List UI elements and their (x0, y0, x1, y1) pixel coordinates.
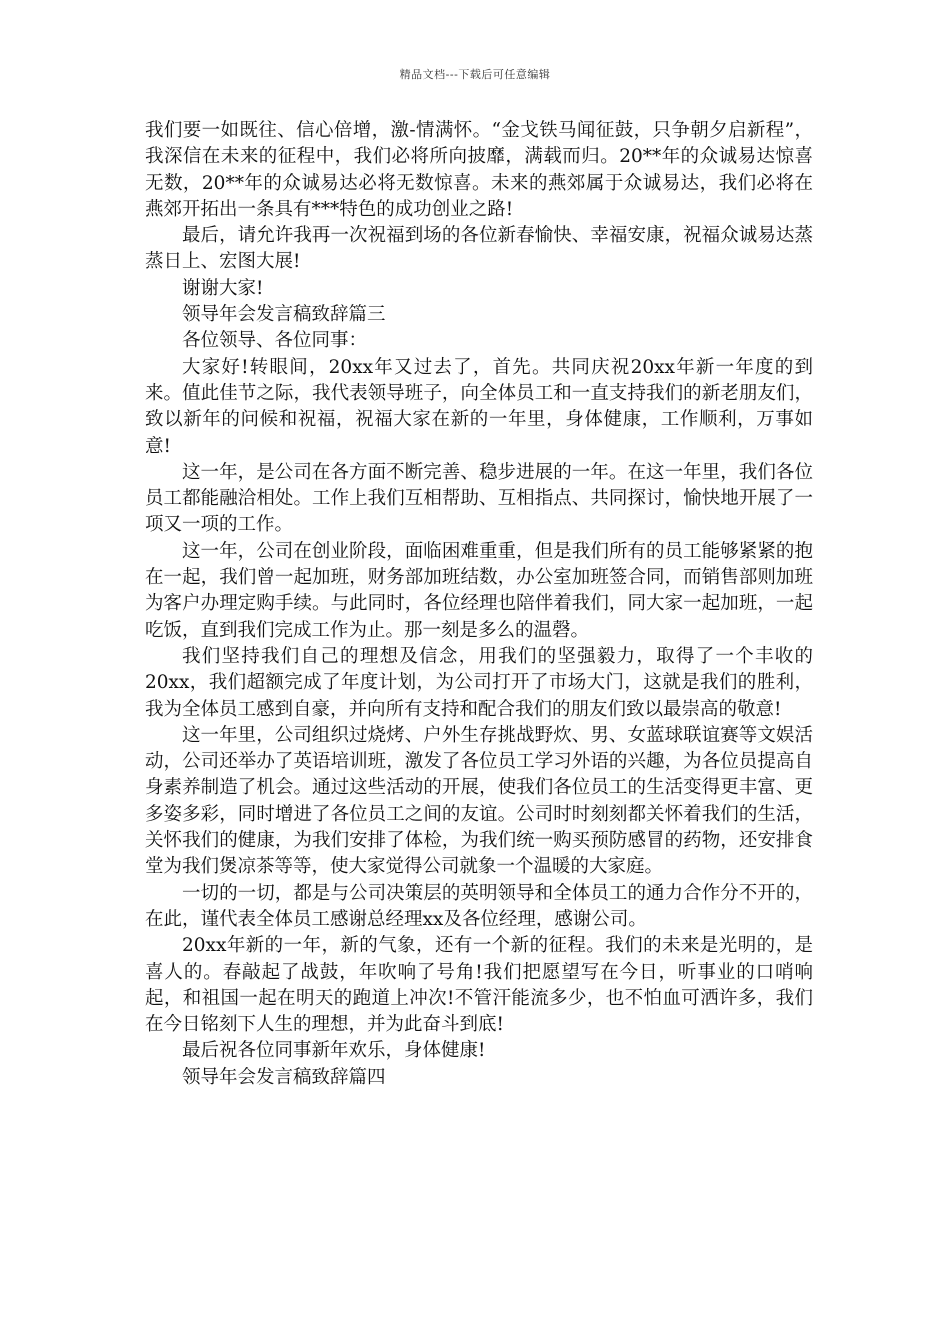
page-header: 精品文档---下载后可任意编辑 (399, 68, 551, 81)
paragraph: 一切的一切，都是与公司决策层的英明领导和全体员工的通力合作分不开的，在此，谨代表全体员工感谢总经理xx及各位经理，感谢公司。 (145, 882, 813, 930)
document-body (145, 118, 813, 1091)
paragraph: 这一年里，公司组织过烧烤、户外生存挑战野炊、男、女蓝球联谊赛等文娱活动，公司还举办了英语培训班，激发了各位员工学习外语的兴趣，为各位员提高自身素养制造了机会。通过这些活动的开展，使我们各位员工的生活变得更丰富、更多姿多彩，同时增进了各位员工之间的友谊。公司时时刻刻都关怀着我们的生活，关怀我们的健康，为我们安排了体检，为我们统一购买预防感冒的药物，还安排食堂为我们煲凉茶等等，使大家觉得公司就象一个温暖的大家庭。 (145, 724, 813, 878)
paragraph: 这一年，公司在创业阶段，面临困难重重，但是我们所有的员工能够紧紧的抱在一起，我们曾一起加班，财务部加班结数，办公室加班签合同，而销售部则加班为客户办理定购手续。与此同时，各位经理也陪伴着我们，同大家一起加班，一起吃饭，直到我们完成工作为止。那一刻是多么的温磬。 (145, 540, 813, 641)
paragraph: 我们要一如既往、信心倍增，激-情满怀。“金戈铁马闻征鼓，只争朝夕启新程”，我深信在未来的征程中，我们必将所向披靡，满载而归。20**年的众诚易达惊喜无数，20**年的众诚易达必将无数惊喜。未来的燕郊属于众诚易达，我们必将在燕郊开拓出一条具有***特色的成功创业之路! (145, 120, 813, 220)
paragraph: 最后，请允许我再一次祝福到场的各位新春愉快、幸福安康，祝福众诚易达蒸蒸日上、宏图大展! (145, 225, 813, 273)
paragraph: 我们坚持我们自己的理想及信念，用我们的坚强毅力，取得了一个丰收的20xx，我们超额完成了年度计划，为公司打开了市场大门，这就是我们的胜利，我为全体员工感到自豪，并向所有支持和配合我们的朋友们致以最崇高的敬意! (145, 645, 813, 720)
paragraph: 这一年，是公司在各方面不断完善、稳步进展的一年。在这一年里，我们各位员工都能融洽相处。工作上我们互相帮助、互相指点、共同探讨，愉快地开展了一项又一项的工作。 (145, 461, 813, 536)
paragraph: 谢谢大家! (182, 277, 264, 299)
section-heading: 领导年会发言稿致辞篇三 (182, 304, 386, 326)
paragraph: 最后祝各位同事新年欢乐，身体健康! (182, 1040, 486, 1062)
paragraph: 20xx年新的一年，新的气象，还有一个新的征程。我们的未来是光明的，是喜人的。春敲起了战鼓，年吹响了号角!我们把愿望写在今日，听事业的口哨响起，和祖国一起在明天的跑道上冲次!不管汗能流多少，也不怕血可洒许多，我们在今日铭刻下人生的理想，并为此奋斗到底! (145, 935, 813, 1036)
salutation: 各位领导、各位同事： (182, 330, 368, 352)
section-heading: 领导年会发言稿致辞篇四 (182, 1066, 386, 1088)
paragraph: 大家好!转眼间，20xx年又过去了，首先。共同庆祝20xx年新一年度的到来。值此佳节之际，我代表领导班子，向全体员工和一直支持我们的新老朋友们，致以新年的问候和祝福，祝福大家在新的一年里，身体健康，工作顺利，万事如意! (145, 356, 813, 457)
